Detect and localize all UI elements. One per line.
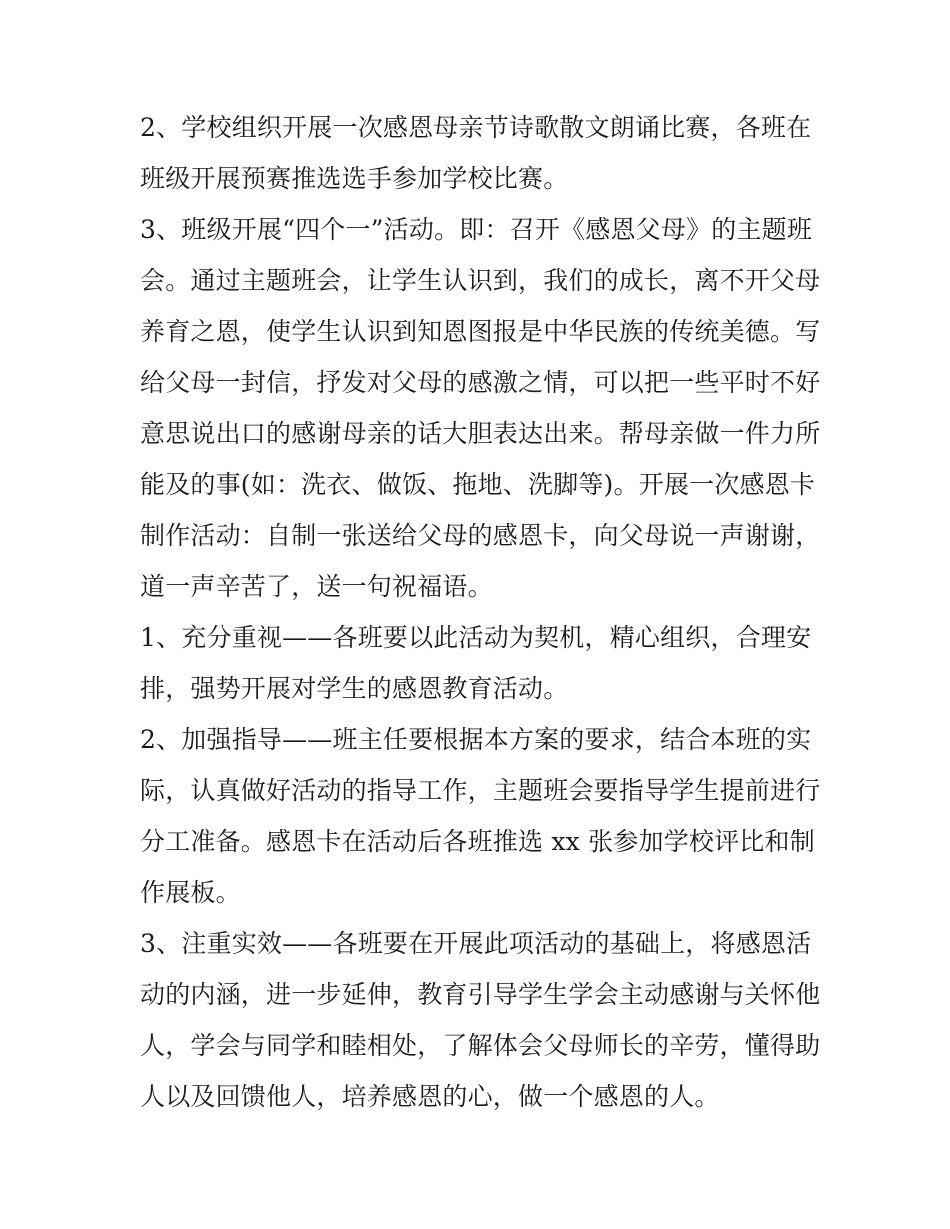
text-line: 分工准备。感恩卡在活动后各班推选 xx 张参加学校评比和制: [140, 827, 815, 856]
text-line: 养育之恩，使学生认识到知恩图报是中华民族的传统美德。写: [140, 317, 821, 346]
text-line: 3、注重实效——各班要在开展此项活动的基础上，将感恩活: [140, 929, 812, 958]
text-line: 1、充分重视——各班要以此活动为契机，精心组织，合理安: [140, 623, 812, 652]
text-line: 2、加强指导——班主任要根据本方案的要求，结合本班的实: [140, 725, 812, 754]
text-line: 会。通过主题班会，让学生认识到，我们的成长，离不开父母: [140, 266, 821, 295]
text-line: 排，强势开展对学生的感恩教育活动。: [140, 674, 569, 703]
text-line: 道一声辛苦了，送一句祝福语。: [140, 572, 493, 601]
text-line: 3、班级开展“四个一”活动。即：召开《感恩父母》的主题班: [140, 215, 813, 244]
text-line: 意思说出口的感谢母亲的话大胆表达出来。帮母亲做一件力所: [140, 419, 821, 448]
text-line: 人以及回馈他人，培养感恩的心，做一个感恩的人。: [140, 1082, 720, 1111]
text-line: 班级开展预赛推选选手参加学校比赛。: [140, 164, 569, 193]
text-line: 际，认真做好活动的指导工作，主题班会要指导学生提前进行: [140, 776, 821, 805]
text-line: 作展板。: [140, 878, 241, 907]
text-line: 制作活动：自制一张送给父母的感恩卡，向父母说一声谢谢，: [140, 521, 821, 550]
text-line: 人，学会与同学和睦相处，了解体会父母师长的辛劳，懂得助: [140, 1031, 821, 1060]
text-line: 能及的事(如：洗衣、做饭、拖地、洗脚等)。开展一次感恩卡: [140, 470, 816, 499]
text-line: 2、学校组织开展一次感恩母亲节诗歌散文朗诵比赛，各班在: [140, 113, 812, 142]
text-line: 动的内涵，进一步延伸，教育引导学生学会主动感谢与关怀他: [140, 980, 821, 1009]
text-line: 给父母一封信，抒发对父母的感激之情，可以把一些平时不好: [140, 368, 821, 397]
